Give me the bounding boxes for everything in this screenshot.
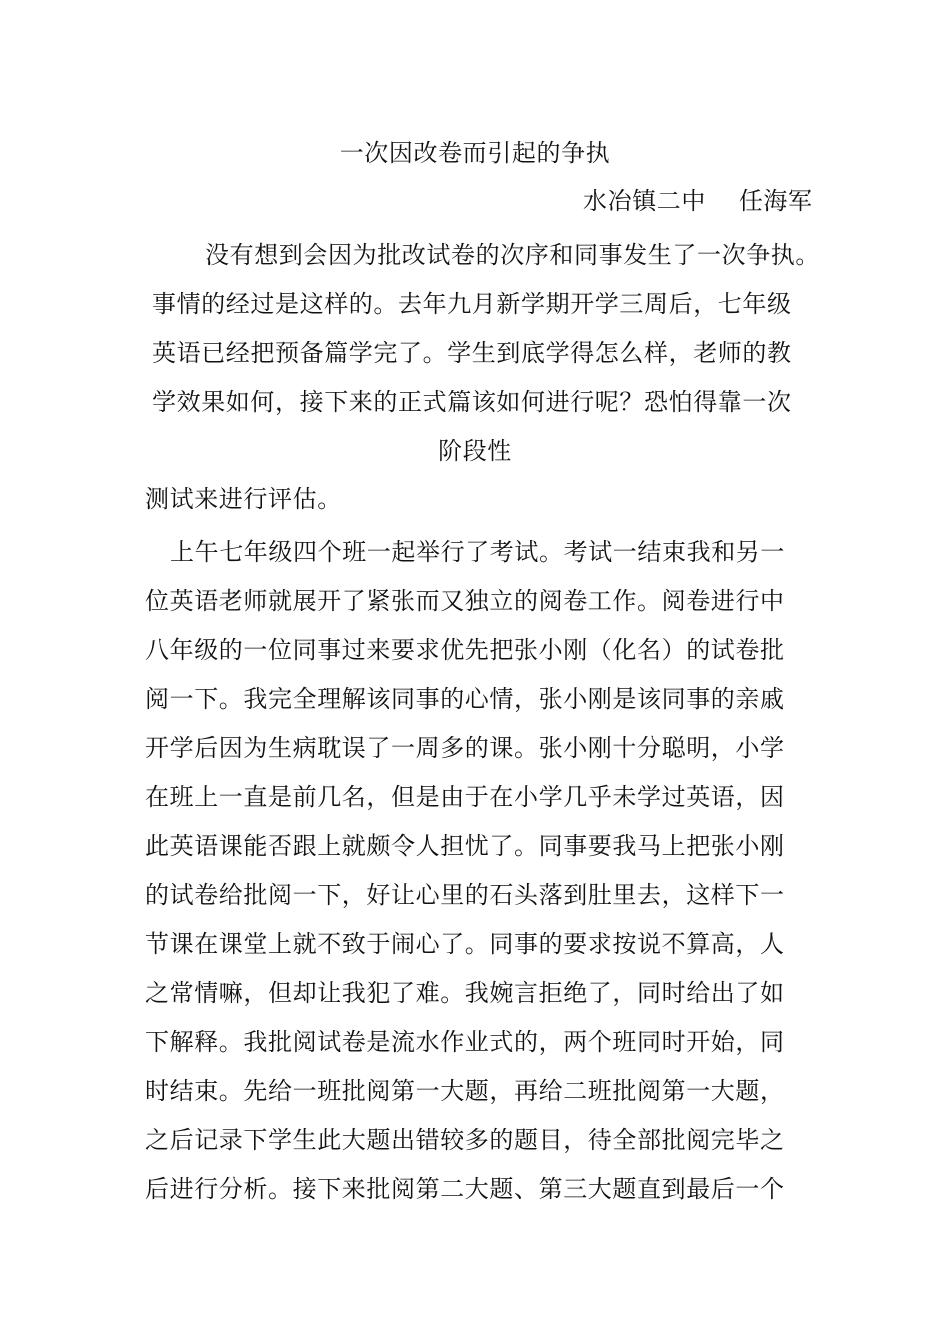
- paragraph-line: 测试来进行评估。: [145, 485, 342, 513]
- paragraph-line: 阅一下。我完全理解该同事的心情，张小刚是该同事的亲戚: [145, 685, 785, 713]
- paragraph-line: 学效果如何，接下来的正式篇该如何进行呢？恐怕得靠一次: [152, 388, 792, 416]
- paragraph-line: 没有想到会因为批改试卷的次序和同事发生了一次争执。: [205, 241, 820, 269]
- paragraph-line: 阶段性: [438, 437, 512, 465]
- paragraph-line: 八年级的一位同事过来要求优先把张小刚（化名）的试卷批: [145, 636, 785, 664]
- paragraph-line: 英语已经把预备篇学完了。学生到底学得怎么样，老师的教: [152, 339, 792, 367]
- paragraph-line: 的试卷给批阅一下，好让心里的石头落到肚里去，这样下一: [145, 881, 785, 909]
- paragraph-line: 此英语课能否跟上就颇令人担忧了。同事要我马上把张小刚: [145, 832, 785, 860]
- paragraph-line: 时结束。先给一班批阅第一大题，再给二班批阅第一大题，: [145, 1077, 785, 1105]
- paragraph-line: 之常情嘛，但却让我犯了难。我婉言拒绝了，同时给出了如: [145, 979, 785, 1007]
- paragraph-line: 开学后因为生病耽误了一周多的课。张小刚十分聪明，小学: [145, 734, 785, 762]
- paragraph-line: 节课在课堂上就不致于闹心了。同事的要求按说不算高，人: [145, 930, 785, 958]
- paragraph-line: 之后记录下学生此大题出错较多的题目，待全部批阅完毕之: [145, 1126, 785, 1154]
- document-title: 一次因改卷而引起的争执: [339, 139, 611, 167]
- paragraph-line: 位英语老师就展开了紧张而又独立的阅卷工作。阅卷进行中: [145, 587, 785, 615]
- paragraph-line: 下解释。我批阅试卷是流水作业式的，两个班同时开始，同: [145, 1028, 785, 1056]
- paragraph-line: 在班上一直是前几名，但是由于在小学几乎未学过英语，因: [145, 783, 785, 811]
- paragraph-line: 后进行分析。接下来批阅第二大题、第三大题直到最后一个: [145, 1175, 785, 1203]
- paragraph-line: 事情的经过是这样的。去年九月新学期开学三周后，七年级: [152, 290, 792, 318]
- paragraph-line: 上午七年级四个班一起举行了考试。考试一结束我和另一: [170, 538, 785, 566]
- author-line: 水冶镇二中 任海军: [583, 187, 813, 215]
